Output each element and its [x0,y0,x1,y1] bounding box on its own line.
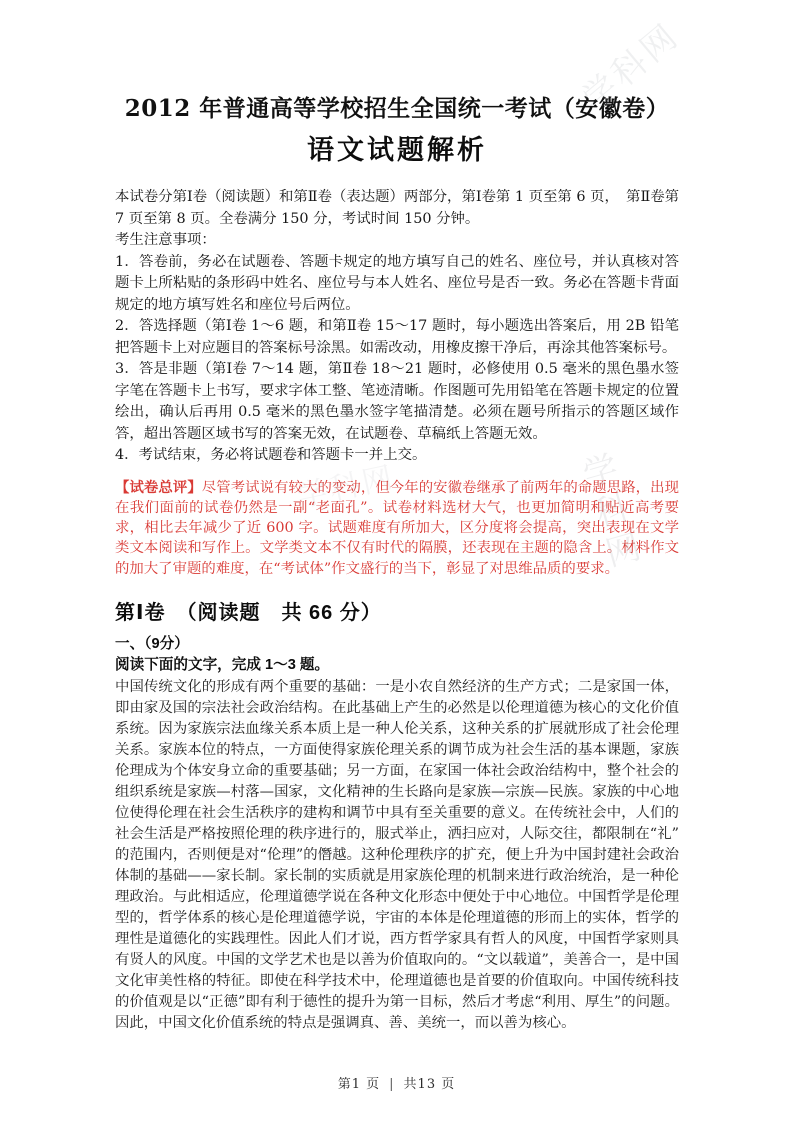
notice-item-2: 2．答选择题（第Ⅰ卷 1～6 题，和第Ⅱ卷 15～17 题时，每小题选出答案后，用 2B 铅笔把答题卡上对应题目的答案标号涂黑。如需改动，用橡皮擦干净后，再涂其他答案标号。 [115,318,679,356]
exam-intro-paragraph: 本试卷分第Ⅰ卷（阅读题）和第Ⅱ卷（表达题）两部分，第Ⅰ卷第 1 页至第 6 页， 第Ⅱ卷第 7 页至第 8 页。全卷满分 150 分，考试时间 150 分钟。 [115,189,680,227]
reading-instruction: 阅读下面的文字，完成 1～3 题。 [115,657,330,674]
watermark: 学科网 [572,449,646,579]
footer-separator: | [389,1077,395,1092]
review-label: 【试卷总评】 [115,478,202,496]
footer-total-pages: 共13 页 [403,1077,456,1092]
watermark: 学科网 [294,460,399,515]
notice-heading: 考生注意事项： [115,232,216,248]
exam-title: 2012 年普通高等学校招生全国统一考试（安徽卷） [124,95,670,122]
notice-item-1: 1．答卷前，务必在试题卷、答题卡规定的地方填写自己的姓名、座位号，并认真核对答题卡上所粘贴的条形码中姓名、座位号与本人姓名、座位号是否一致。务必在答题卡背面规定的地方填写姓名和座位号后两位。 [115,253,679,313]
reading-passage: 中国传统文化的形成有两个重要的基础：一是小农自然经济的生产方式；二是家国一体，即由家及国的宗法社会政治结构。在此基础上产生的必然是以伦理道德为核心的文化价值系统。因为家族宗法血缘关系本质上是一种人伦关系，这种关系的扩展就形成了社会伦理关系。家族本位的特点，一方面使得家族伦理关系的调节成为社会生活的基本课题，家族伦理成为个体安身立命的重要基础；另一方面，在家国一体社会政治结构中，整个社会的组织系统是家族—村落—国家，文化精神的生长路向是家族—宗族—民族。家族的中心地位使得伦理在社会生活秩序的建构和调节中具有至关重要的意义。在传统社会中，人们的社会生活是严格按照伦理的秩序进行的，服式举止，洒扫应对，人际交往，都限制在“礼”的范围内，否则便是对“伦理”的僭越。这种伦理秩序的扩充，便上升为中国封建社会政治体制的基础——家长制。家长制的实质就是用家族伦理的机制来进行政治统治，是一种伦理政治。与此相适应，伦理道德学说在各种文化形态中便处于中心地位。中国哲学是伦理型的，哲学体系的核心是伦理道德学说，宇宙的本体是伦理道德的形而上的实体，哲学的理性是道德化的实践理性。因此人们才说，西方哲学家具有哲人的风度，中国哲学家则具有贤人的风度。中国的文学艺术也是以善为价值取向的。“文以载道”，美善合一，是中国文化审美性格的特征。即使在科学技术中，伦理道德也是首要的价值取向。中国传统科技的价值观是以“正德”即有利于德性的提升为第一目标，然后才考虑“利用、厚生”的问题。因此，中国文化价值系统的特点是强调真、善、美统一，而以善为核心。 [115,678,679,1031]
watermark: 学科网 [574,15,688,120]
part-1-label: 一、（9分） [115,635,189,652]
review-text: 尽管考试说有较大的变动，但今年的安徽卷继承了前两年的命题思路，出现在我们面前的试卷仍然是一副“老面孔”。试卷材料选材大气，也更加简明和贴近高考要求，相比去年减少了近 600 字。试题难度有所加大，区分度将会提高，突出表现在文学类文本阅读和写作上。文学类文本不仅有时代的隔膜，还表现在主题的隐含上。材料作文的加大了审题的难度，在“考试体”作文盛行的当下，彰显了对思维品质的要求。 [115,479,679,577]
section-1-heading: 第Ⅰ卷 （阅读题 共 66 分） [115,601,382,624]
notice-item-4: 4．考试结束，务必将试题卷和答题卡一并上交。 [115,447,427,463]
notice-item-3: 3．答是非题（第Ⅰ卷 7～14 题，第Ⅱ卷 18～21 题时，必修使用 0.5 毫米的黑色墨水签字笔在答题卡上书写，要求字体工整、笔迹清晰。作图题可先用铅笔在答题卡规定的位置绘出，确认后再用 0.5 毫米的黑色墨水签字笔描清楚。必须在题号所指示的答题区域作答，超出答题区域书写的答案无效，在试题卷、草稿纸上答题无效。 [115,361,679,442]
exam-subtitle: 语文试题解析 [307,135,487,166]
page-footer [0,1073,793,1092]
footer-current-page: 第1 页 [337,1077,381,1092]
exam-overall-review [115,478,679,579]
